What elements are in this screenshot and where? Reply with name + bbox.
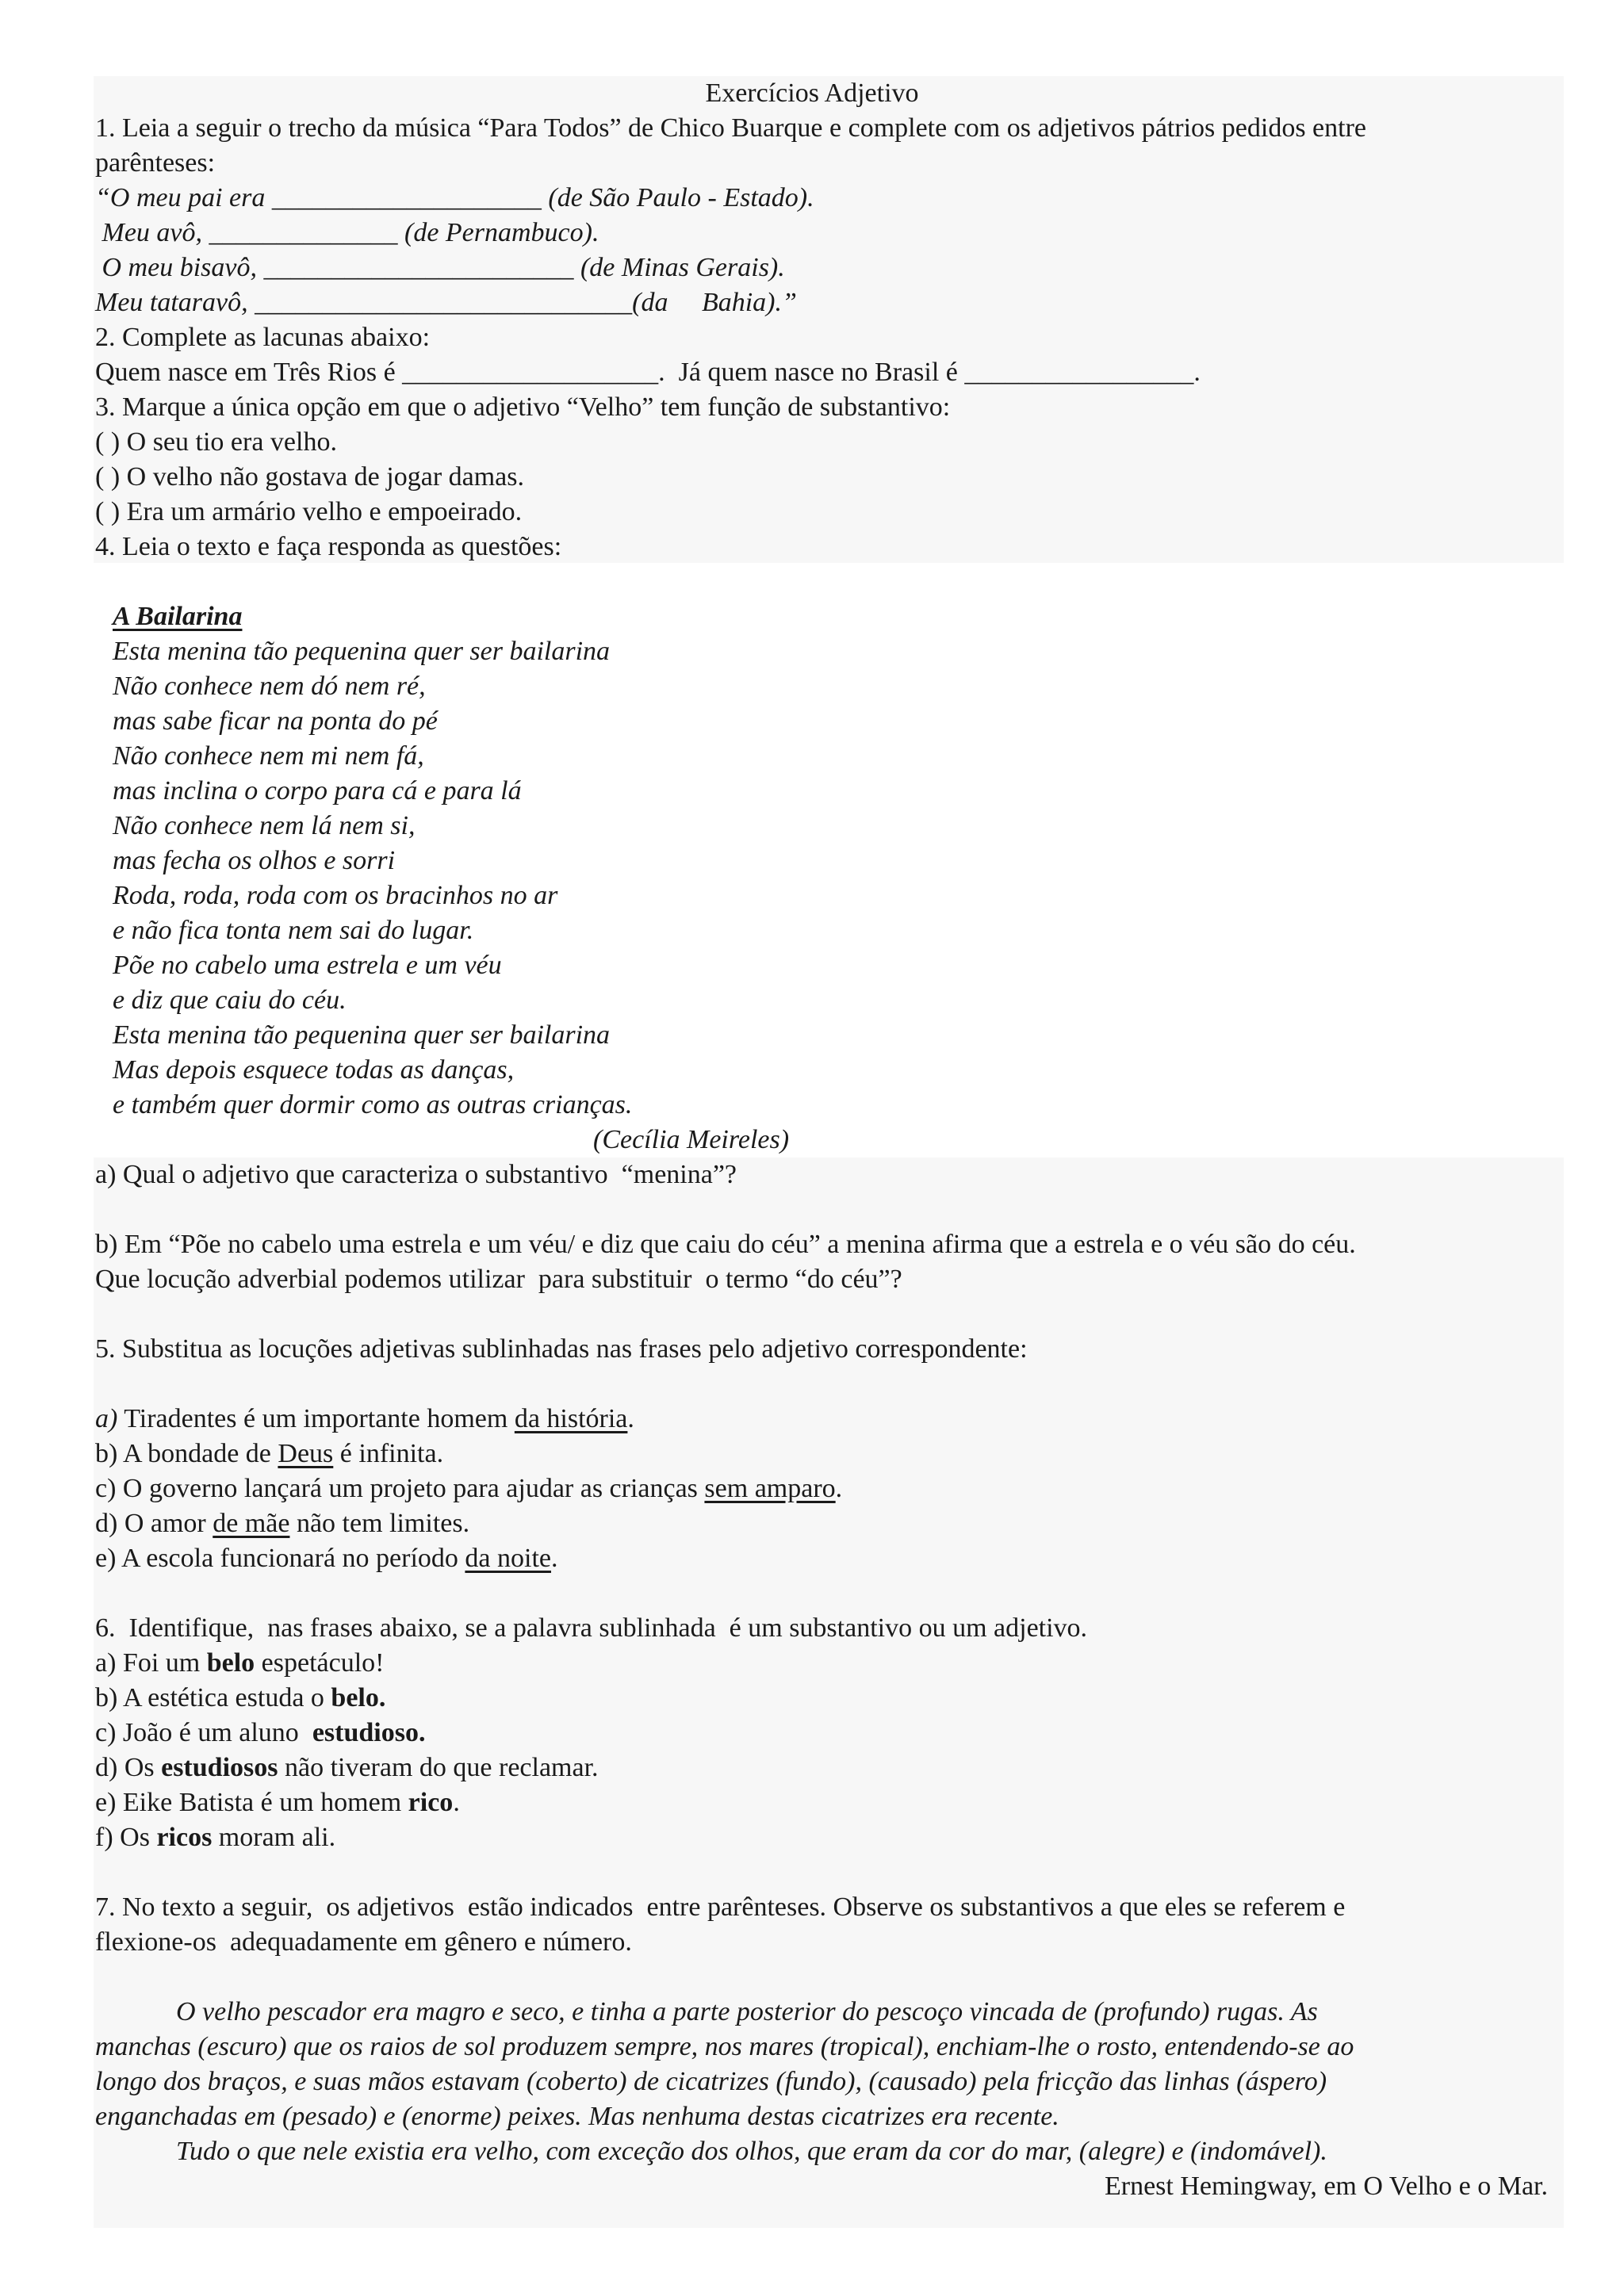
q5-item-text: O amor — [117, 1509, 213, 1538]
q4a-question: a) Qual o adjetivo que caracteriza o substantivo “menina”? — [95, 1160, 737, 1189]
poem-line: e não fica tonta nem sai do lugar. — [113, 916, 474, 945]
q6-item-text: espetáculo! — [255, 1648, 385, 1678]
q5-item — [95, 1402, 634, 1437]
poem-line: Esta menina tão pequenina quer ser bailarina — [113, 637, 611, 666]
q6-item — [95, 1820, 335, 1855]
q6-item-text: moram ali. — [212, 1823, 336, 1852]
q5-underlined-phrase: sem amparo — [704, 1474, 836, 1503]
q3-option: ( ) Era um armário velho e empoeirado. — [95, 497, 523, 526]
q6-item-text: d) Os — [95, 1753, 162, 1782]
q4b-question-line-2: Que locução adverbial podemos utilizar para substituir o termo “do céu”? — [95, 1265, 902, 1294]
q6-target-word: ricos — [156, 1823, 213, 1852]
q6-item-text: e) Eike Batista é um homem — [95, 1788, 408, 1817]
q6-item — [95, 1681, 385, 1716]
q5-item-label: e) — [95, 1544, 117, 1573]
q1-intro-line-1: 1. Leia a seguir o trecho da música “Para Todos” de Chico Buarque e complete com os adjetivos pátrios pedidos entre — [95, 113, 1366, 143]
q6-item-text: c) João é um aluno — [95, 1718, 312, 1747]
q5-item — [95, 1506, 469, 1541]
q6-item-text: . — [453, 1788, 460, 1817]
q5-item-text: A bondade de — [117, 1439, 278, 1468]
q5-item-text: Tiradentes é um importante homem — [117, 1404, 515, 1433]
q6-item — [95, 1716, 425, 1751]
q5-item-text: . — [550, 1544, 558, 1573]
q6-item-text: f) Os — [95, 1823, 157, 1852]
q7-source: Ernest Hemingway, em O Velho e o Mar. — [1105, 2172, 1548, 2201]
q6-target-word: belo — [206, 1648, 255, 1678]
poem-line: mas sabe ficar na ponta do pé — [113, 706, 438, 736]
q2-prompt: 2. Complete as lacunas abaixo: — [95, 323, 431, 352]
q7-prompt-line-2: flexione-os adequadamente em gênero e número. — [95, 1927, 632, 1957]
q4-prompt: 4. Leia o texto e faça responda as questões: — [95, 532, 562, 561]
q1-lyric-line: Meu avô, ______________ (de Pernambuco). — [95, 218, 599, 247]
page-title: Exercícios Adjetivo — [705, 78, 919, 108]
q7-text-line: manchas (escuro) que os raios de sol produzem sempre, nos mares (tropical), enchiam-lhe o rosto, entendendo-se ao — [95, 2032, 1354, 2061]
q2-blanks-line: Quem nasce em Três Rios é ___________________. Já quem nasce no Brasil é _________________. — [95, 358, 1201, 387]
q3-option: ( ) O velho não gostava de jogar damas. — [95, 462, 524, 492]
poem-line: mas inclina o corpo para cá e para lá — [113, 776, 522, 806]
q1-lyric-line: O meu bisavô, _______________________ (de Minas Gerais). — [95, 253, 785, 282]
q6-target-word: estudiosos — [161, 1753, 278, 1782]
q7-text-line: longo dos braços, e suas mãos estavam (coberto) de cicatrizes (fundo), (causado) pela fricção das linhas (áspero) — [95, 2067, 1327, 2096]
q1-lyric-line: Meu tataravô, ____________________________(da Bahia).” — [95, 288, 797, 317]
poem-author: (Cecília Meireles) — [593, 1125, 790, 1154]
q6-item — [95, 1751, 599, 1785]
poem-line: e também quer dormir como as outras crianças. — [113, 1090, 633, 1119]
poem-line: Mas depois esquece todas as danças, — [113, 1055, 515, 1085]
q4b-question-line-1: b) Em “Põe no cabelo uma estrela e um véu/ e diz que caiu do céu” a menina afirma que a estrela e o véu são do céu. — [95, 1230, 1356, 1259]
poem-line: Esta menina tão pequenina quer ser bailarina — [113, 1020, 611, 1050]
q6-item — [95, 1646, 384, 1681]
poem-line: Não conhece nem dó nem ré, — [113, 672, 426, 701]
poem-line: Põe no cabelo uma estrela e um véu — [113, 951, 502, 980]
q3-option: ( ) O seu tio era velho. — [95, 427, 337, 457]
q5-item-text: não tem limites. — [289, 1509, 470, 1538]
q7-prompt-line-1: 7. No texto a seguir, os adjetivos estão indicados entre parênteses. Observe os substantivos a que eles se referem e — [95, 1892, 1346, 1922]
q6-target-word: estudioso. — [312, 1718, 426, 1747]
q5-underlined-phrase: da história — [514, 1404, 628, 1433]
q5-item-text: O governo lançará um projeto para ajudar as crianças — [116, 1474, 705, 1503]
q5-item-text: . — [835, 1474, 843, 1503]
q1-lyric-line: “O meu pai era ____________________ (de São Paulo - Estado). — [95, 183, 814, 212]
q6-item-text: b) A estética estuda o — [95, 1683, 331, 1712]
q5-item — [95, 1437, 443, 1471]
q3-prompt: 3. Marque a única opção em que o adjetivo “Velho” tem função de substantivo: — [95, 392, 951, 422]
q5-underlined-phrase: de mãe — [213, 1509, 290, 1538]
poem-line: e diz que caiu do céu. — [113, 985, 347, 1015]
q5-item-text: . — [627, 1404, 634, 1433]
q5-item-label: c) — [95, 1474, 117, 1503]
q5-underlined-phrase: Deus — [278, 1439, 334, 1468]
q5-item — [95, 1541, 557, 1576]
q6-target-word: rico — [408, 1788, 454, 1817]
poem-line: Não conhece nem lá nem si, — [113, 811, 416, 840]
q5-item-label: a) — [95, 1404, 118, 1433]
q6-item-text: a) Foi um — [95, 1648, 207, 1678]
poem-line: Roda, roda, roda com os bracinhos no ar — [113, 881, 558, 910]
q5-item-text: é infinita. — [333, 1439, 444, 1468]
q6-target-word: belo. — [331, 1683, 386, 1712]
q5-prompt: 5. Substitua as locuções adjetivas sublinhadas nas frases pelo adjetivo correspondente: — [95, 1334, 1028, 1364]
q6-item — [95, 1785, 460, 1820]
q7-text-line: O velho pescador era magro e seco, e tinha a parte posterior do pescoço vincada de (profundo) rugas. As — [95, 1997, 1318, 2026]
q6-prompt: 6. Identifique, nas frases abaixo, se a palavra sublinhada é um substantivo ou um adjetivo. — [95, 1613, 1088, 1643]
q7-text-line: Tudo o que nele existia era velho, com exceção dos olhos, que eram da cor do mar, (alegre) e (indomável). — [95, 2137, 1327, 2166]
q5-item-label: b) — [95, 1439, 118, 1468]
poem-title: A Bailarina — [113, 602, 243, 631]
q5-item-text: A escola funcionará no período — [116, 1544, 465, 1573]
q1-intro-line-2: parênteses: — [95, 148, 216, 178]
q7-text-line: enganchadas em (pesado) e (enorme) peixes. Mas nenhuma destas cicatrizes era recente. — [95, 2102, 1059, 2131]
q6-item-text: não tiveram do que reclamar. — [278, 1753, 599, 1782]
poem-line: Não conhece nem mi nem fá, — [113, 741, 424, 771]
q5-item — [95, 1471, 842, 1506]
q5-item-label: d) — [95, 1509, 118, 1538]
poem-line: mas fecha os olhos e sorri — [113, 846, 396, 875]
q5-underlined-phrase: da noite — [465, 1544, 551, 1573]
